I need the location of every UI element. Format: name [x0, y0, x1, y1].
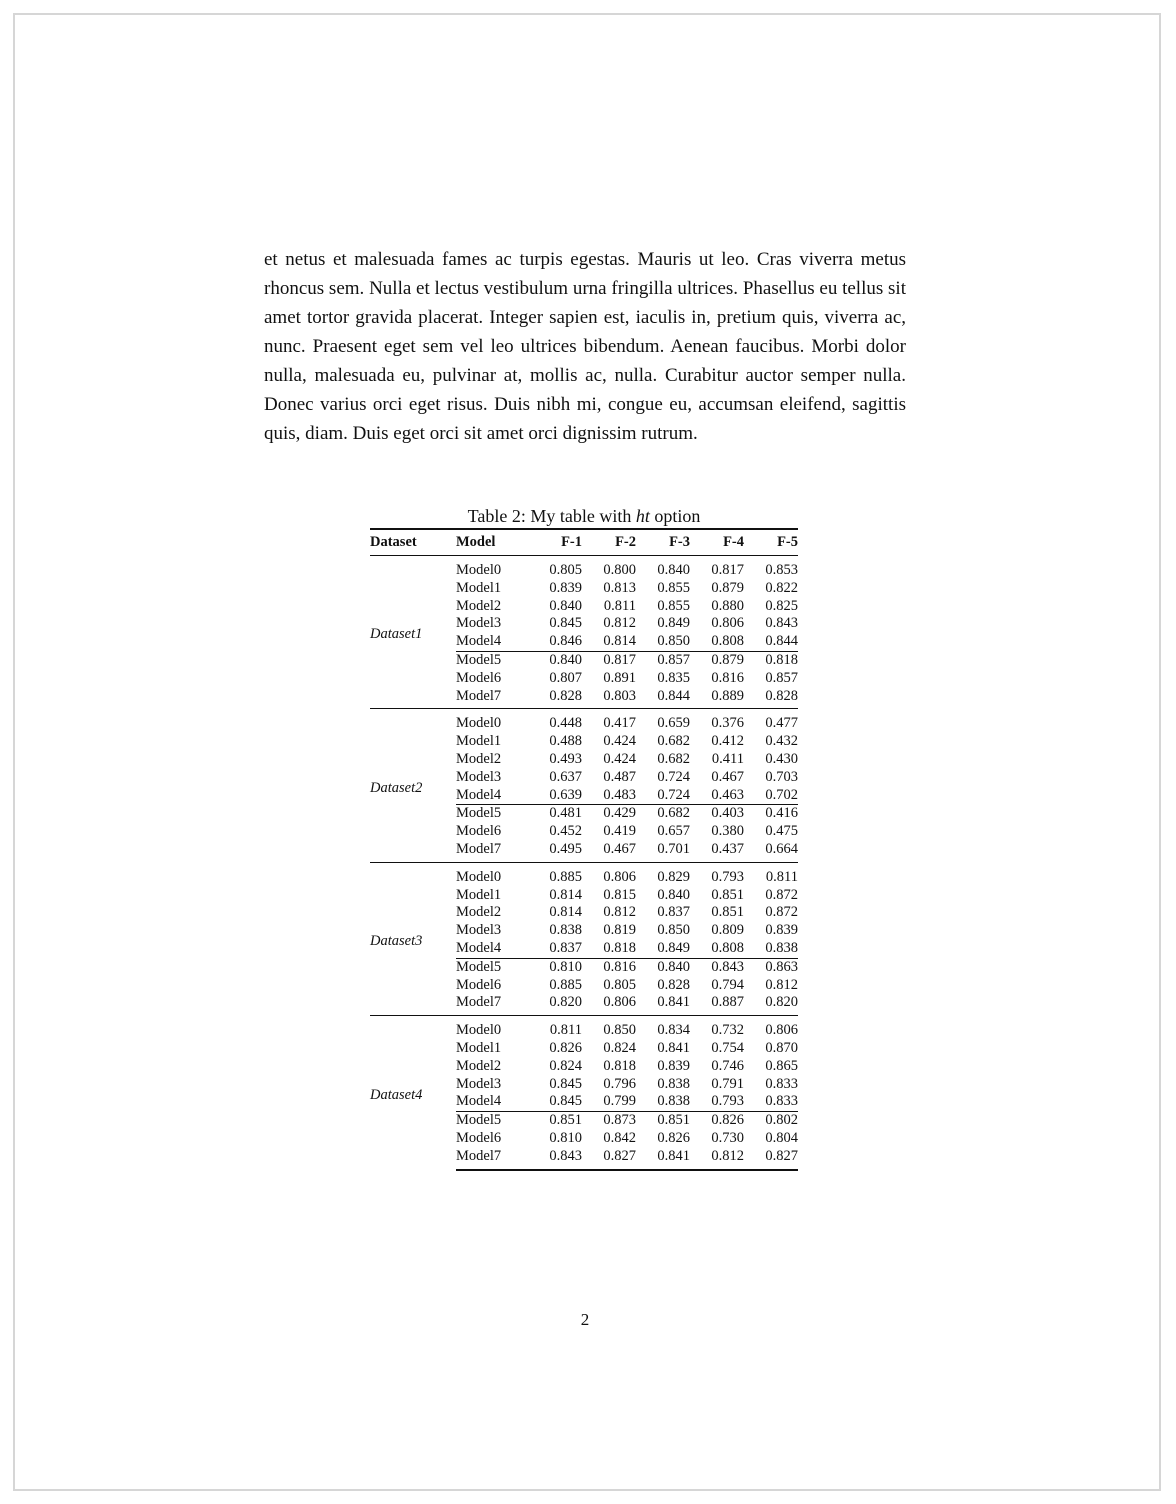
score-cell: 0.872 — [765, 904, 798, 921]
score-cell: 0.833 — [765, 1093, 798, 1110]
model-cell: Model3 — [456, 615, 502, 632]
score-cell: 0.857 — [636, 651, 690, 669]
score-cell: 0.839 — [549, 579, 582, 596]
score-cell: 0.840 — [636, 958, 690, 976]
model-cell: Model6 — [456, 823, 502, 840]
dataset-name-cell: Dataset4 — [370, 1016, 456, 1170]
score-cell: 0.870 — [765, 1039, 798, 1056]
score-cell: 0.838 — [549, 922, 582, 939]
score-cell: 0.448 — [528, 709, 582, 733]
model-cell: Model5 — [456, 805, 528, 823]
score-cell: 0.806 — [603, 994, 636, 1011]
score-cell: 0.806 — [711, 615, 744, 632]
score-cell: 0.872 — [765, 886, 798, 903]
score-cell: 0.481 — [528, 805, 582, 823]
model-cell: Model5 — [456, 958, 528, 976]
score-cell: 0.840 — [657, 886, 690, 903]
score-cell: 0.846 — [549, 633, 582, 650]
score-cell: 0.477 — [744, 709, 798, 733]
page-number: 2 — [580, 1310, 590, 1329]
score-cell: 0.463 — [711, 786, 744, 803]
score-cell: 0.840 — [657, 562, 690, 578]
score-cell: 0.419 — [603, 823, 636, 840]
model-cell: Model0 — [456, 862, 528, 886]
score-cell: 0.879 — [690, 651, 744, 669]
model-cell: Model1 — [456, 733, 502, 750]
score-cell: 0.824 — [549, 1057, 582, 1074]
score-cell: 0.845 — [549, 615, 582, 632]
score-cell: 0.851 — [711, 886, 744, 903]
dataset-group — [370, 862, 798, 1015]
score-cell: 0.811 — [528, 1016, 582, 1040]
score-cell: 0.467 — [711, 768, 744, 785]
model-cell: Model5 — [456, 651, 528, 669]
score-cell: 0.837 — [657, 904, 690, 921]
score-cell: 0.827 — [582, 1148, 636, 1170]
score-cell: 0.429 — [582, 805, 636, 823]
header-f4: F-4 — [690, 529, 744, 556]
model-cell: Model7 — [456, 687, 502, 704]
score-cell: 0.814 — [549, 904, 582, 921]
score-cell: 0.724 — [657, 786, 690, 803]
score-cell: 0.844 — [765, 633, 798, 650]
table-row — [370, 1016, 798, 1040]
model-cell: Model3 — [456, 1075, 502, 1092]
table-row — [370, 556, 798, 580]
score-cell: 0.808 — [711, 939, 744, 956]
score-cell: 0.807 — [549, 669, 582, 686]
model-cell: Model6 — [456, 1129, 502, 1146]
score-cell: 0.817 — [711, 562, 744, 578]
model-cell: Model2 — [456, 750, 502, 767]
score-cell: 0.793 — [690, 862, 744, 886]
score-cell: 0.812 — [765, 976, 798, 993]
model-cell: Model0 — [456, 562, 502, 578]
score-cell: 0.724 — [657, 768, 690, 785]
score-cell: 0.799 — [603, 1093, 636, 1110]
score-cell: 0.843 — [765, 615, 798, 632]
score-cell: 0.825 — [765, 597, 798, 614]
score-cell: 0.412 — [711, 733, 744, 750]
score-cell: 0.822 — [765, 579, 798, 596]
score-cell: 0.376 — [690, 709, 744, 733]
score-cell: 0.487 — [603, 768, 636, 785]
model-cell: Model2 — [456, 597, 502, 614]
score-cell: 0.754 — [711, 1039, 744, 1056]
score-cell: 0.839 — [765, 922, 798, 939]
dataset-name-cell: Dataset3 — [370, 862, 456, 1015]
score-cell: 0.805 — [603, 976, 636, 993]
score-cell: 0.840 — [528, 651, 582, 669]
score-cell: 0.424 — [603, 733, 636, 750]
score-cell: 0.853 — [765, 562, 798, 578]
score-cell: 0.730 — [711, 1129, 744, 1146]
model-cell: Model4 — [456, 786, 502, 803]
score-cell: 0.857 — [765, 669, 798, 686]
score-cell: 0.380 — [711, 823, 744, 840]
score-cell: 0.826 — [690, 1112, 744, 1130]
score-cell: 0.816 — [711, 669, 744, 686]
score-cell: 0.851 — [528, 1112, 582, 1130]
score-cell: 0.841 — [657, 1039, 690, 1056]
score-cell: 0.682 — [636, 805, 690, 823]
score-cell: 0.840 — [549, 597, 582, 614]
model-cell: Model4 — [456, 633, 502, 650]
table-header-row — [370, 529, 798, 556]
dataset-group — [370, 709, 798, 862]
score-cell: 0.818 — [603, 1057, 636, 1074]
score-cell: 0.493 — [549, 750, 582, 767]
score-cell: 0.879 — [711, 579, 744, 596]
score-cell: 0.483 — [603, 786, 636, 803]
score-cell: 0.424 — [603, 750, 636, 767]
score-cell: 0.880 — [711, 597, 744, 614]
score-cell: 0.889 — [711, 687, 744, 704]
results-table — [370, 528, 798, 1171]
score-cell: 0.432 — [765, 733, 798, 750]
dataset-name-cell: Dataset2 — [370, 709, 456, 862]
score-cell: 0.838 — [657, 1075, 690, 1092]
score-cell: 0.863 — [744, 958, 798, 976]
score-cell: 0.814 — [603, 633, 636, 650]
score-cell: 0.416 — [744, 805, 798, 823]
score-cell: 0.812 — [603, 904, 636, 921]
score-cell: 0.851 — [636, 1112, 690, 1130]
score-cell: 0.452 — [549, 823, 582, 840]
score-cell: 0.809 — [711, 922, 744, 939]
score-cell: 0.845 — [549, 1075, 582, 1092]
score-cell: 0.805 — [549, 562, 582, 578]
score-cell: 0.820 — [765, 994, 798, 1011]
caption-prefix: Table 2: My table with — [467, 506, 636, 526]
score-cell: 0.887 — [711, 994, 744, 1011]
score-cell: 0.732 — [690, 1016, 744, 1040]
score-cell: 0.885 — [528, 862, 582, 886]
score-cell: 0.829 — [636, 862, 690, 886]
model-cell: Model7 — [456, 840, 502, 857]
score-cell: 0.796 — [603, 1075, 636, 1092]
table-row — [370, 862, 798, 886]
score-cell: 0.828 — [765, 687, 798, 704]
score-cell: 0.828 — [549, 687, 582, 704]
score-cell: 0.855 — [657, 597, 690, 614]
score-cell: 0.815 — [603, 886, 636, 903]
score-cell: 0.437 — [711, 840, 744, 857]
score-cell: 0.850 — [657, 922, 690, 939]
score-cell: 0.639 — [549, 786, 582, 803]
score-cell: 0.826 — [549, 1039, 582, 1056]
score-cell: 0.488 — [549, 733, 582, 750]
score-cell: 0.891 — [603, 669, 636, 686]
score-cell: 0.637 — [549, 768, 582, 785]
model-cell: Model3 — [456, 922, 502, 939]
score-cell: 0.812 — [690, 1148, 744, 1170]
header-f1: F-1 — [528, 529, 582, 556]
score-cell: 0.818 — [603, 939, 636, 956]
score-cell: 0.841 — [657, 994, 690, 1011]
score-cell: 0.794 — [711, 976, 744, 993]
score-cell: 0.865 — [765, 1057, 798, 1074]
score-cell: 0.806 — [582, 862, 636, 886]
score-cell: 0.746 — [711, 1057, 744, 1074]
score-cell: 0.802 — [744, 1112, 798, 1130]
score-cell: 0.842 — [603, 1129, 636, 1146]
score-cell: 0.849 — [657, 615, 690, 632]
header-f3: F-3 — [636, 529, 690, 556]
score-cell: 0.833 — [765, 1075, 798, 1092]
score-cell: 0.835 — [657, 669, 690, 686]
score-cell: 0.808 — [711, 633, 744, 650]
score-cell: 0.659 — [636, 709, 690, 733]
model-cell: Model5 — [456, 1112, 528, 1130]
score-cell: 0.820 — [549, 994, 582, 1011]
score-cell: 0.827 — [744, 1148, 798, 1170]
score-cell: 0.467 — [603, 840, 636, 857]
score-cell: 0.850 — [582, 1016, 636, 1040]
dataset-group — [370, 556, 798, 709]
score-cell: 0.838 — [765, 939, 798, 956]
score-cell: 0.701 — [657, 840, 690, 857]
score-cell: 0.403 — [690, 805, 744, 823]
score-cell: 0.702 — [765, 786, 798, 803]
score-cell: 0.838 — [657, 1093, 690, 1110]
model-cell: Model6 — [456, 976, 502, 993]
score-cell: 0.816 — [582, 958, 636, 976]
score-cell: 0.818 — [744, 651, 798, 669]
score-cell: 0.843 — [690, 958, 744, 976]
score-cell: 0.664 — [765, 840, 798, 857]
score-cell: 0.885 — [549, 976, 582, 993]
score-cell: 0.793 — [711, 1093, 744, 1110]
score-cell: 0.826 — [657, 1129, 690, 1146]
caption-suffix: option — [649, 506, 701, 526]
model-cell: Model3 — [456, 768, 502, 785]
score-cell: 0.873 — [582, 1112, 636, 1130]
model-cell: Model7 — [456, 1148, 528, 1170]
body-paragraph: et netus et malesuada fames ac turpis egestas. Mauris ut leo. Cras viverra metus rhoncus sem. Nulla et lectus vestibulum urna fringilla ultrices. Phasellus eu tellus sit amet tortor gravida placerat. Integer sapien est, iaculis in, pretium quis, viverra ac, nunc. Praesent eget sem vel leo ultrices bibendum. Aenean faucibus. Morbi dolor nulla, malesuada eu, pulvinar at, mollis ac, nulla. Curabitur auctor semper nulla. Donec varius orci eget risus. Duis nibh mi, congue eu, accumsan eleifend, sagittis quis, diam. Duis eget orci sit amet orci dignissim rutrum. — [264, 249, 906, 444]
score-cell: 0.430 — [765, 750, 798, 767]
header-f5: F-5 — [744, 529, 798, 556]
score-cell: 0.806 — [744, 1016, 798, 1040]
score-cell: 0.813 — [603, 579, 636, 596]
score-cell: 0.803 — [603, 687, 636, 704]
model-cell: Model1 — [456, 579, 502, 596]
score-cell: 0.849 — [657, 939, 690, 956]
dataset-group — [370, 1016, 798, 1170]
score-cell: 0.850 — [657, 633, 690, 650]
score-cell: 0.843 — [528, 1148, 582, 1170]
score-cell: 0.814 — [549, 886, 582, 903]
score-cell: 0.811 — [744, 862, 798, 886]
score-cell: 0.851 — [711, 904, 744, 921]
score-cell: 0.824 — [603, 1039, 636, 1056]
score-cell: 0.810 — [549, 1129, 582, 1146]
model-cell: Model1 — [456, 1039, 502, 1056]
score-cell: 0.837 — [549, 939, 582, 956]
score-cell: 0.828 — [657, 976, 690, 993]
score-cell: 0.817 — [582, 651, 636, 669]
model-cell: Model7 — [456, 994, 502, 1011]
dataset-name-cell: Dataset1 — [370, 626, 423, 643]
score-cell: 0.475 — [765, 823, 798, 840]
model-cell: Model1 — [456, 886, 502, 903]
score-cell: 0.800 — [603, 562, 636, 578]
caption-emphasis: ht — [635, 506, 650, 526]
score-cell: 0.810 — [528, 958, 582, 976]
score-cell: 0.811 — [603, 597, 636, 614]
table-row — [370, 709, 798, 733]
model-cell: Model4 — [456, 1093, 502, 1110]
model-cell: Model2 — [456, 904, 502, 921]
score-cell: 0.682 — [657, 733, 690, 750]
model-cell: Model0 — [456, 1016, 528, 1040]
score-cell: 0.855 — [657, 579, 690, 596]
table-caption — [370, 505, 798, 527]
header-model: Model — [456, 529, 528, 556]
model-cell: Model6 — [456, 669, 502, 686]
score-cell: 0.841 — [636, 1148, 690, 1170]
score-cell: 0.834 — [636, 1016, 690, 1040]
score-cell: 0.839 — [657, 1057, 690, 1074]
model-cell: Model2 — [456, 1057, 502, 1074]
score-cell: 0.495 — [549, 840, 582, 857]
score-cell: 0.791 — [711, 1075, 744, 1092]
score-cell: 0.417 — [582, 709, 636, 733]
header-dataset: Dataset — [370, 529, 456, 556]
score-cell: 0.844 — [657, 687, 690, 704]
model-cell: Model0 — [456, 709, 528, 733]
score-cell: 0.703 — [765, 768, 798, 785]
score-cell: 0.845 — [549, 1093, 582, 1110]
score-cell: 0.682 — [657, 750, 690, 767]
score-cell: 0.411 — [711, 750, 744, 767]
score-cell: 0.657 — [657, 823, 690, 840]
header-f2: F-2 — [582, 529, 636, 556]
score-cell: 0.812 — [603, 615, 636, 632]
model-cell: Model4 — [456, 939, 502, 956]
score-cell: 0.819 — [603, 922, 636, 939]
score-cell: 0.804 — [765, 1129, 798, 1146]
